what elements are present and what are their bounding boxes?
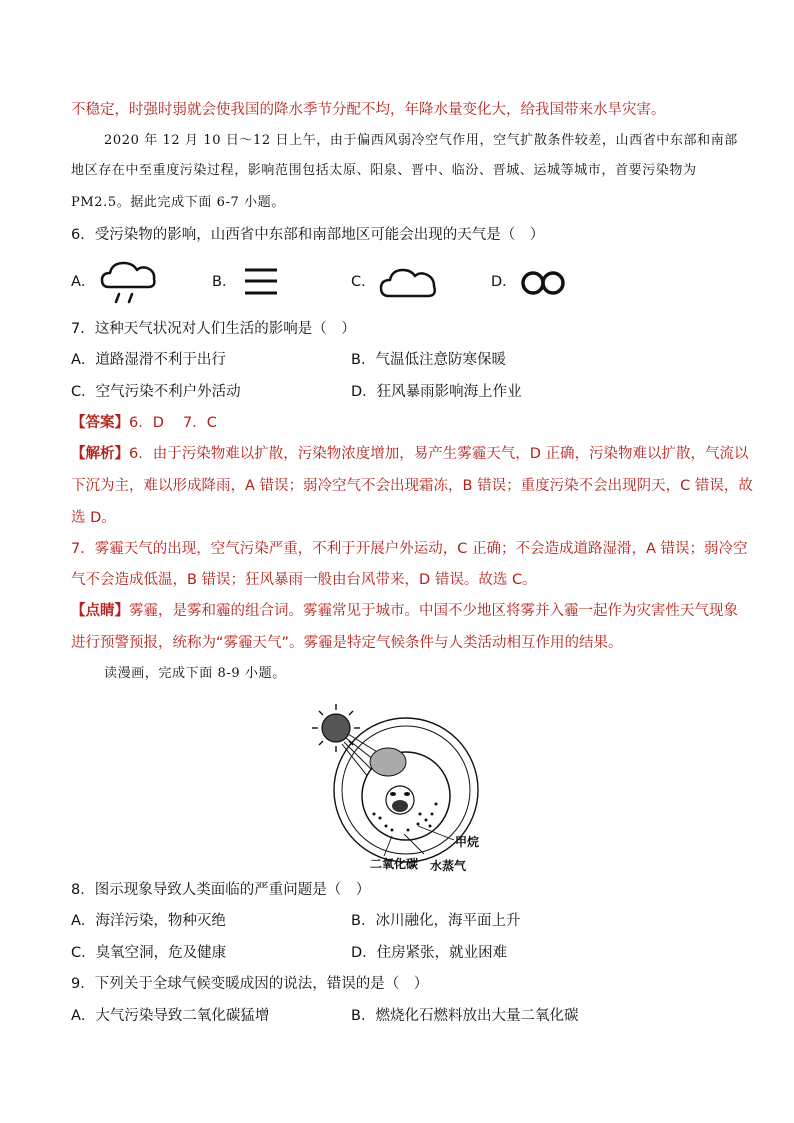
- answer-text: 6．D 7．C: [129, 415, 217, 431]
- analysis-text-1: 6．由于污染物难以扩散，污染物浓度增加，易产生雾霾天气，D 正确，污染物难以扩散，气流以: [129, 446, 749, 462]
- q6-option-a-label: A．: [71, 274, 96, 290]
- passage-line-1: 2020 年 12 月 10 日～12 日上午，由于偏西风弱冷空气作用，空气扩散条件较差，山西省中东部和南部: [104, 133, 738, 148]
- q6-option-c-label: C．: [351, 274, 376, 290]
- intro-tail-text: 不稳定，时强时弱就会使我国的降水季节分配不均，年降水量变化大，给我国带来水旱灾害。: [71, 102, 666, 118]
- question-6-stem: 6．受污染物的影响，山西省中东部和南部地区可能会出现的天气是（ ）: [71, 227, 545, 243]
- comment-text-1: 雾霾，是雾和霾的组合词。雾霾常见于城市。中国不少地区将雾并入霾一起作为灾害性天气现象: [129, 603, 738, 619]
- cloudy-icon: [379, 262, 439, 302]
- rain-cloud-icon: [99, 257, 159, 309]
- haze-icon: [520, 270, 566, 296]
- comment-tag: 【点睛】: [71, 603, 129, 619]
- fog-icon: [243, 267, 279, 297]
- answer-tag: 【答案】: [71, 415, 129, 431]
- comment-line-2: 进行预警预报，统称为“雾霾天气”。雾霾是特定气候条件与人类活动相互作用的结果。: [71, 635, 623, 651]
- q6-option-d-label: D．: [491, 274, 517, 290]
- q8-option-b: B．冰川融化，海平面上升: [351, 913, 521, 929]
- question-9-stem: 9．下列关于全球气候变暖成因的说法，错误的是（ ）: [71, 976, 429, 992]
- q8-option-d: D．住房紧张，就业困难: [351, 945, 508, 961]
- q9-option-a: A．大气污染导致二氧化碳猛增: [71, 1008, 270, 1024]
- question-8-stem: 8．图示现象导致人类面临的严重问题是（ ）: [71, 882, 371, 898]
- q7-option-a: A．道路湿滑不利于出行: [71, 352, 226, 368]
- analysis-line-5: 气不会造成低温，B 错误；狂风暴雨一般由台风带来，D 错误。故选 C。: [71, 572, 537, 588]
- label-methane: 甲烷: [455, 835, 480, 849]
- passage-line-2: 地区存在中至重度污染过程，影响范围包括太原、阳泉、晋中、临汾、晋城、运城等城市，首要污染物为: [71, 163, 697, 178]
- comment-line-1: [71, 601, 738, 621]
- q7-option-c: C．空气污染不利户外活动: [71, 384, 241, 400]
- q7-option-d: D．狂风暴雨影响海上作业: [351, 384, 522, 400]
- q8-option-a: A．海洋污染，物种灭绝: [71, 913, 226, 929]
- sun-icon: [312, 704, 360, 752]
- label-co2: 二氧化碳: [370, 857, 419, 871]
- analysis-line-4: 7．雾霾天气的出现，空气污染严重，不利于开展户外运动，C 正确；不会造成道路湿滑，A 错误；弱冷空: [71, 541, 748, 557]
- question-7-stem: 7．这种天气状况对人们生活的影响是（ ）: [71, 321, 356, 337]
- q8-option-c: C．臭氧空洞，危及健康: [71, 945, 227, 961]
- label-water-vapor: 水蒸气: [430, 859, 467, 873]
- analysis-line-1: [71, 444, 749, 464]
- analysis-line-3: 选 D。: [71, 510, 116, 526]
- analysis-tag: 【解析】: [71, 446, 129, 462]
- q6-option-b-label: B．: [212, 274, 237, 290]
- passage-line-3: PM2.5。据此完成下面 6-7 小题。: [71, 195, 285, 210]
- q7-option-b: B．气温低注意防寒保暖: [351, 352, 506, 368]
- q9-option-b: B．燃烧化石燃料放出大量二氧化碳: [351, 1008, 579, 1024]
- answer-line: [71, 413, 217, 433]
- cartoon-intro: 读漫画，完成下面 8-9 小题。: [104, 666, 286, 681]
- analysis-line-2: 下沉为主，难以形成降雨，A 错误；弱冷空气不会出现霜冻，B 错误；重度污染不会出现阴天，C 错误，故: [71, 478, 753, 494]
